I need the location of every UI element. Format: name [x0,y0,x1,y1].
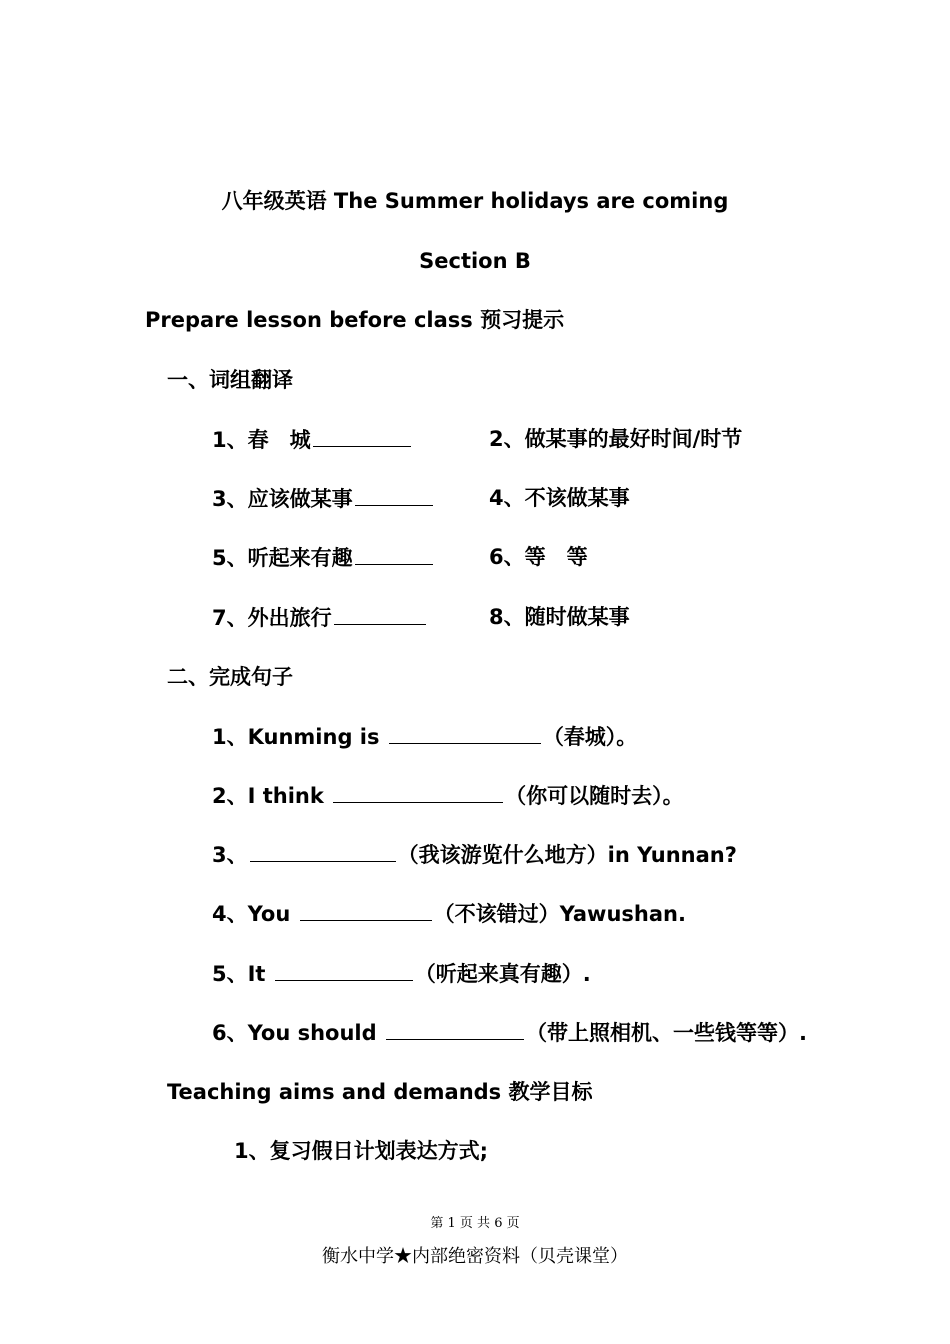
phrase-item [212,544,435,571]
phrase-item [212,426,413,453]
sentence-start: 6、You should [212,1021,384,1045]
phrase-item [489,485,630,511]
phrase-item [489,604,630,630]
answer-blank[interactable] [386,1019,524,1040]
phrase-label: 1、春 城 [212,428,311,452]
sentence-item [212,960,591,987]
phrase-label: 7、外出旅行 [212,606,332,630]
phrase-item [489,544,588,570]
answer-blank[interactable] [275,960,413,981]
sentence-start: 5、It [212,962,273,986]
phrase-item [489,426,742,452]
answer-blank[interactable] [300,900,432,921]
aim-item: 1、复习假日计划表达方式; [234,1139,489,1163]
sentence-hint: （不该错过）Yawushan. [433,902,686,926]
sentence-hint: （听起来真有趣）. [414,962,591,986]
answer-blank[interactable] [355,544,433,565]
sentence-hint: （我该游览什么地方）in Yunnan? [397,843,737,867]
sentence-item [212,782,684,809]
page-number: 第 1 页 共 6 页 [430,1216,520,1231]
source-footer: 衡水中学★内部绝密资料（贝壳课堂） [322,1246,628,1267]
part2-heading: 二、完成句子 [167,665,293,689]
answer-blank[interactable] [334,604,426,625]
part1-heading: 一、词组翻译 [167,368,293,392]
sentence-hint: （你可以随时去）。 [505,784,684,808]
preview-heading: Prepare lesson before class 预习提示 [145,308,565,332]
sentence-start: 2、I think [212,784,332,808]
sentence-start: 4、You [212,902,298,926]
answer-blank[interactable] [389,723,541,744]
answer-blank[interactable] [355,485,433,506]
phrase-label: 4、不该做某事 [489,486,630,510]
sentence-start: 3、 [212,843,248,867]
phrase-item [212,485,435,512]
document-title: 八年级英语 The Summer holidays are coming [221,189,729,213]
answer-blank[interactable] [250,841,396,862]
sentence-hint: （带上照相机、一些钱等等）. [525,1021,807,1045]
sentence-hint: （春城）。 [542,725,638,749]
sentence-item [212,1019,807,1046]
sentence-start: 1、Kunming is [212,725,387,749]
phrase-label: 2、做某事的最好时间/时节 [489,427,743,451]
phrase-label: 3、应该做某事 [212,487,353,511]
sentence-item [212,900,686,927]
answer-blank[interactable] [313,426,411,447]
sentence-item [212,841,737,868]
phrase-label: 5、听起来有趣 [212,546,353,570]
phrase-item [212,604,428,631]
sentence-item [212,723,637,750]
aims-heading: Teaching aims and demands 教学目标 [167,1080,593,1104]
answer-blank[interactable] [333,782,503,803]
phrase-label: 8、随时做某事 [489,605,630,629]
section-subtitle: Section B [419,249,531,273]
phrase-label: 6、等 等 [489,545,588,569]
